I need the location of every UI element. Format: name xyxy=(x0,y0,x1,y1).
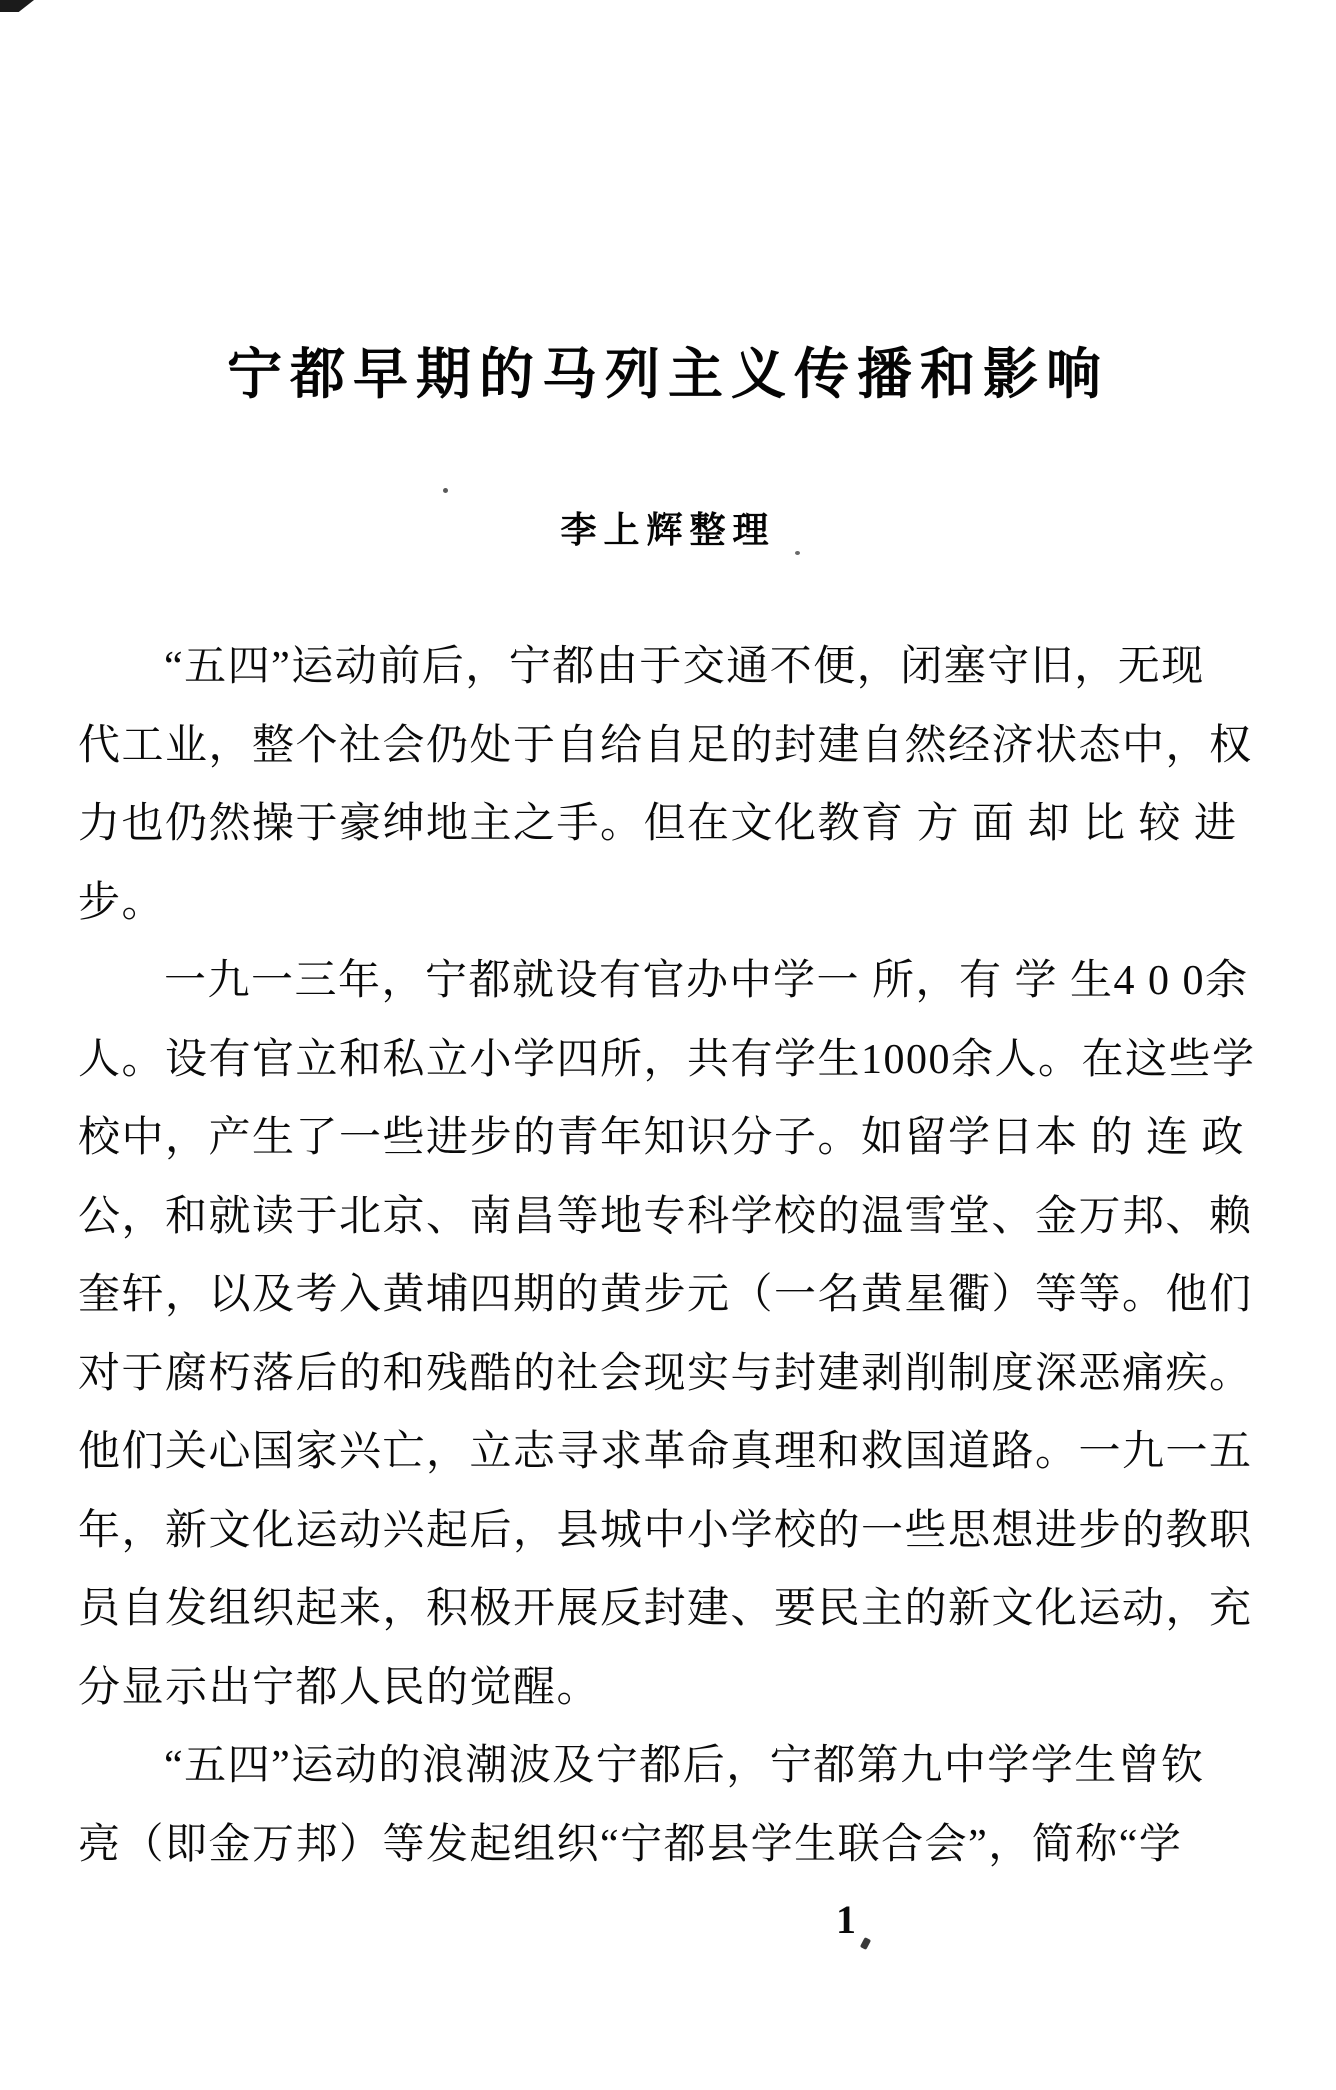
text-line: 校中，产生了一些进步的青年知识分子。如留学日本 的 连 政 xyxy=(78,1115,1246,1161)
scan-speck xyxy=(443,488,448,493)
scan-artifact-corner xyxy=(0,0,34,12)
page-number: 1 xyxy=(836,1897,856,1942)
page-title: 宁都早期的马列主义传播和影响 xyxy=(226,344,1109,405)
body-text xyxy=(78,628,1256,1884)
text-line: 年，新文化运动兴起后，县城中小学校的一些思想进步的教职 xyxy=(78,1507,1253,1554)
text-line: “五四”运动的浪潮波及宁都后，宁都第九中学学生曾钦 xyxy=(164,1743,1205,1789)
text-line: 员自发组织起来，积极开展反封建、要民主的新文化运动，充 xyxy=(78,1586,1253,1632)
text-line: 对于腐朽落后的和残酷的社会现实与封建剥削制度深恶痛疾。 xyxy=(78,1350,1253,1397)
text-line: 他们关心国家兴亡，立志寻求革命真理和救国道路。一九一五 xyxy=(78,1429,1253,1475)
text-line: 奎轩，以及考入黄埔四期的黄步元（一名黄星衢）等等。他们 xyxy=(78,1272,1253,1318)
author-byline: 李上辉整理 xyxy=(560,510,776,550)
scan-speck xyxy=(860,1937,871,1950)
text-line: 公，和就读于北京、南昌等地专科学校的温雪堂、金万邦、赖 xyxy=(78,1193,1253,1240)
text-line: 步。 xyxy=(78,879,166,926)
text-line: 代工业，整个社会仍处于自给自足的封建自然经济状态中，权 xyxy=(78,722,1253,769)
text-line: 人。设有官立和私立小学四所，共有学生1000余人。在这些学 xyxy=(78,1036,1256,1083)
text-line: 亮（即金万邦）等发起组织“宁都县学生联合会”，简称“学 xyxy=(78,1821,1183,1868)
text-line: “五四”运动前后，宁都由于交通不便，闭塞守旧，无现 xyxy=(164,644,1205,690)
text-line: 一九一三年，宁都就设有官办中学一 所，有 学 生4 0 0余 xyxy=(164,958,1249,1004)
text-line: 力也仍然操于豪绅地主之手。但在文化教育 方 面 却 比 较 进 xyxy=(78,801,1238,847)
text-line: 分显示出宁都人民的觉醒。 xyxy=(78,1664,601,1711)
